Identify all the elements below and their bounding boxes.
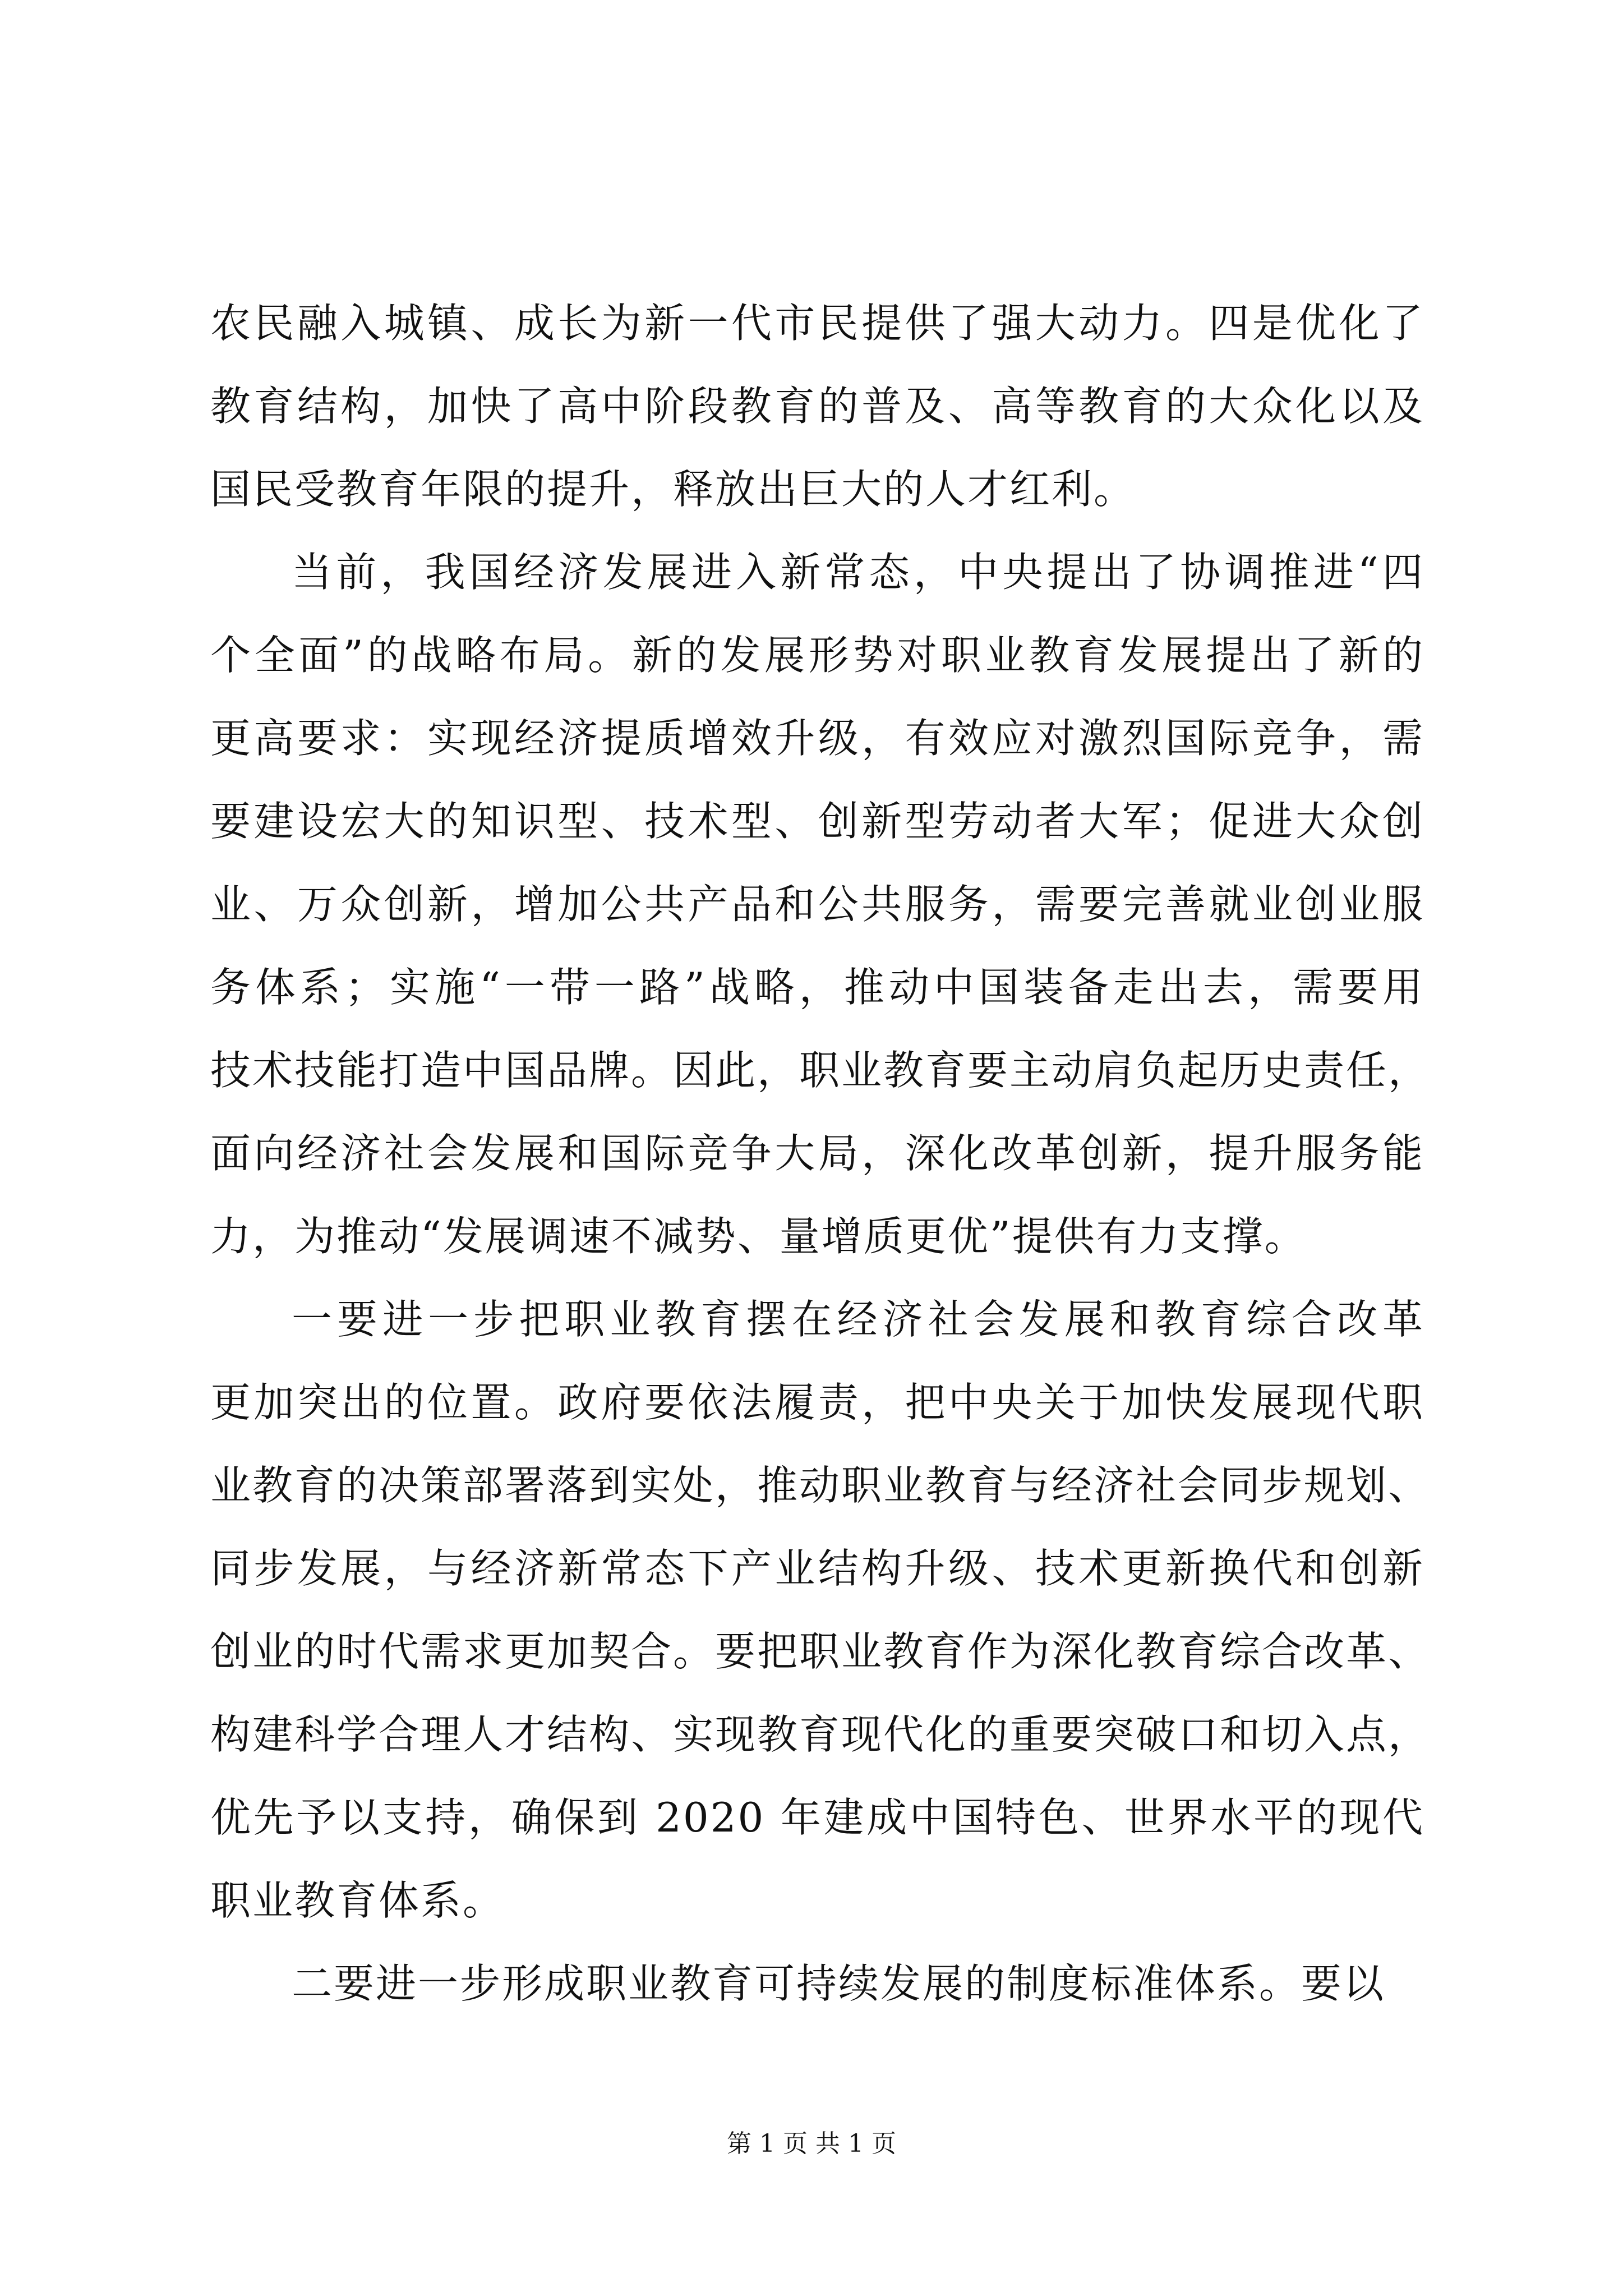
paragraph-first-line: 二要进一步形成职业教育可持续发展的制度标准体系。要以 bbox=[292, 1960, 1386, 2007]
text-line: 力，为推动“发展调速不减势、量增质更优”提供有力支撑。 bbox=[210, 1213, 1307, 1260]
text-line: 同步发展，与经济新常态下产业结构升级、技术更新换代和创新 bbox=[210, 1545, 1424, 1592]
text-line: 更高要求：实现经济提质增效升级，有效应对激烈国际竞争，需 bbox=[210, 715, 1424, 762]
paragraph-first-line: 一要进一步把职业教育摆在经济社会发展和教育综合改革 bbox=[292, 1296, 1424, 1343]
text-line: 优先予以支持，确保到 2020 年建成中国特色、世界水平的现代 bbox=[210, 1794, 1424, 1841]
text-line: 构建科学合理人才结构、实现教育现代化的重要突破口和切入点， bbox=[210, 1711, 1431, 1758]
text-line: 农民融入城镇、成长为新一代市民提供了强大动力。四是优化了 bbox=[210, 300, 1424, 347]
paragraph-first-line: 当前，我国经济发展进入新常态，中央提出了协调推进“四 bbox=[292, 549, 1424, 596]
text-line: 业、万众创新，增加公共产品和公共服务，需要完善就业创业服 bbox=[210, 881, 1424, 928]
text-line: 职业教育体系。 bbox=[210, 1877, 505, 1924]
text-line: 更加突出的位置。政府要依法履责，把中央关于加快发展现代职 bbox=[210, 1379, 1424, 1426]
text-line: 技术技能打造中国品牌。因此，职业教育要主动肩负起历史责任， bbox=[210, 1047, 1431, 1094]
text-line: 要建设宏大的知识型、技术型、创新型劳动者大军；促进大众创 bbox=[210, 798, 1424, 845]
document-body bbox=[210, 300, 1431, 2046]
text-line: 教育结构，加快了高中阶段教育的普及、高等教育的大众化以及 bbox=[210, 383, 1424, 430]
text-line: 创业的时代需求更加契合。要把职业教育作为深化教育综合改革、 bbox=[210, 1628, 1431, 1675]
text-line: 业教育的决策部署落到实处，推动职业教育与经济社会同步规划、 bbox=[210, 1462, 1431, 1509]
text-line: 个全面”的战略布局。新的发展形势对职业教育发展提出了新的 bbox=[210, 632, 1424, 679]
text-line: 面向经济社会发展和国际竞争大局，深化改革创新，提升服务能 bbox=[210, 1130, 1424, 1177]
text-line: 国民受教育年限的提升，释放出巨大的人才红利。 bbox=[210, 466, 1136, 513]
page-number-footer: 第 1 页 共 1 页 bbox=[727, 2129, 896, 2158]
text-line: 务体系；实施“一带一路”战略，推动中国装备走出去，需要用 bbox=[210, 964, 1424, 1011]
